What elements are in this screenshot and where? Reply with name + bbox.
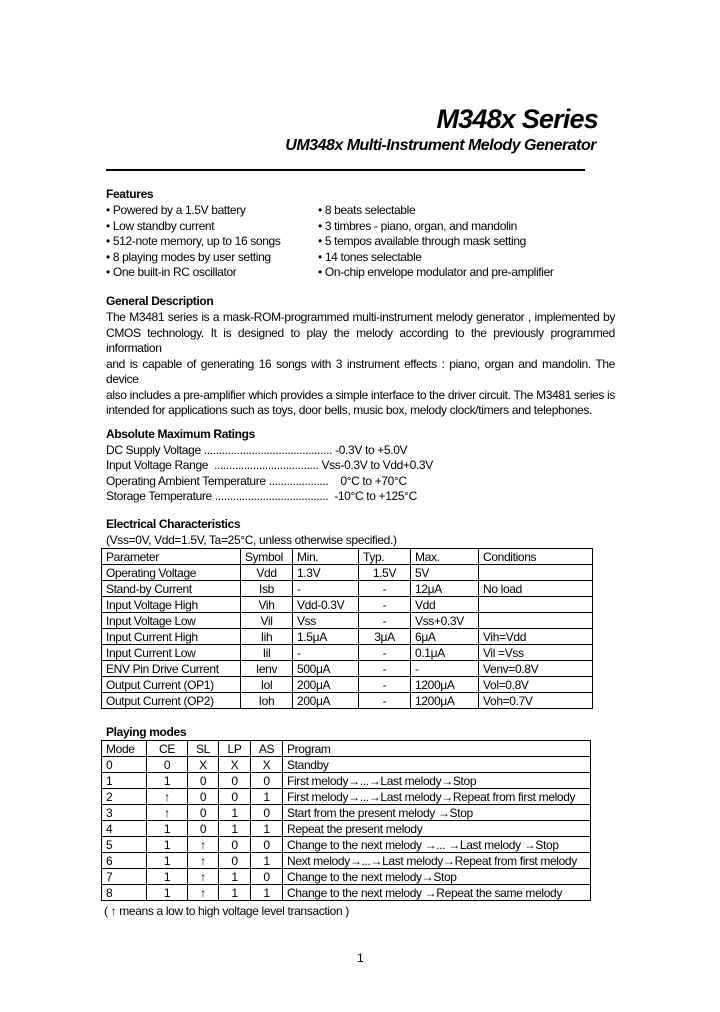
- rating-item: DC Supply Voltage ........................................... -0.3V to +5.0V: [106, 443, 408, 457]
- table-cell: Stand-by Current: [102, 581, 241, 597]
- table-cell: 0: [188, 805, 219, 821]
- table-cell: [479, 613, 593, 629]
- table-cell: [479, 565, 593, 581]
- table-cell: Ioh: [241, 693, 293, 709]
- table-row: [102, 565, 593, 581]
- rating-item: Input Voltage Range ................................... Vss-0.3V to Vdd+0.3V: [106, 458, 433, 473]
- table-cell: ↑: [147, 805, 188, 821]
- electrical-column-header: Symbol: [241, 549, 293, 565]
- electrical-column-header: Min.: [293, 549, 359, 565]
- table-cell: Change to the next melody →... →Last melody →Stop: [283, 837, 591, 853]
- description-line: CMOS technology. It is designed to play the melody according to the previously programmed: [106, 325, 615, 340]
- table-cell: 1: [102, 773, 147, 789]
- table-cell: 0: [102, 757, 147, 773]
- modes-heading: Playing modes: [106, 725, 187, 739]
- table-row: [102, 757, 591, 773]
- table-cell: Input Current Low: [102, 645, 241, 661]
- electrical-column-header: Conditions: [479, 549, 593, 565]
- table-cell: -: [359, 581, 411, 597]
- electrical-header-row: [102, 549, 593, 565]
- table-cell: No load: [479, 581, 593, 597]
- table-row: [102, 821, 591, 837]
- modes-column-header: SL: [188, 741, 219, 757]
- table-cell: Vdd: [241, 565, 293, 581]
- table-cell: Change to the next melody→Stop: [283, 869, 591, 885]
- table-cell: Vss: [293, 613, 359, 629]
- table-cell: 1: [219, 869, 251, 885]
- feature-item: • 5 tempos available through mask setting: [318, 234, 526, 248]
- table-cell: Iil: [241, 645, 293, 661]
- table-cell: 1: [147, 837, 188, 853]
- table-cell: 0: [188, 789, 219, 805]
- table-cell: -: [359, 613, 411, 629]
- feature-item: • 512-note memory, up to 16 songs: [106, 234, 281, 248]
- modes-column-header: Program: [283, 741, 591, 757]
- table-cell: 1: [147, 853, 188, 869]
- table-cell: -: [293, 645, 359, 661]
- table-cell: 1: [147, 821, 188, 837]
- electrical-column-header: Typ.: [359, 549, 411, 565]
- table-cell: 1200μA: [411, 677, 479, 693]
- table-row: [102, 629, 593, 645]
- table-cell: 0: [251, 869, 283, 885]
- table-cell: Vol=0.8V: [479, 677, 593, 693]
- table-cell: Vss+0.3V: [411, 613, 479, 629]
- table-cell: -: [359, 645, 411, 661]
- table-cell: ↑: [188, 837, 219, 853]
- table-cell: 200μA: [293, 677, 359, 693]
- table-cell: [479, 597, 593, 613]
- table-cell: 5V: [411, 565, 479, 581]
- table-cell: Next melody→...→Last melody→Repeat from first melody: [283, 853, 591, 869]
- table-row: [102, 645, 593, 661]
- table-cell: 0: [219, 837, 251, 853]
- table-cell: 1.5μA: [293, 629, 359, 645]
- feature-item: • 3 timbres - piano, organ, and mandolin: [318, 218, 517, 233]
- table-cell: Standby: [283, 757, 591, 773]
- description-line: and is capable of generating 16 songs with 3 instrument effects : piano, organ and mandolin. The: [106, 356, 615, 371]
- table-cell: Input Voltage Low: [102, 613, 241, 629]
- table-row: [102, 837, 591, 853]
- feature-item: • On-chip envelope modulator and pre-amplifier: [318, 265, 554, 279]
- table-cell: 1: [219, 885, 251, 901]
- electrical-conditions: (Vss=0V, Vdd=1.5V, Ta=25°C, unless otherwise specified.): [106, 533, 397, 547]
- table-cell: 0: [188, 773, 219, 789]
- table-cell: Input Voltage High: [102, 597, 241, 613]
- table-cell: Vil: [241, 613, 293, 629]
- table-cell: Venv=0.8V: [479, 661, 593, 677]
- table-cell: Change to the next melody →Repeat the same melody: [283, 885, 591, 901]
- feature-item: • Low standby current: [106, 218, 215, 233]
- divider: [106, 169, 585, 171]
- description-line: device: [106, 372, 139, 386]
- description-line: The M3481 series is a mask-ROM-programmed multi-instrument melody generator , implemented by: [106, 310, 615, 324]
- table-cell: 6: [102, 853, 147, 869]
- electrical-column-header: Max.: [411, 549, 479, 565]
- modes-column-header: AS: [251, 741, 283, 757]
- table-cell: 4: [102, 821, 147, 837]
- table-row: [102, 581, 593, 597]
- table-cell: X: [188, 757, 219, 773]
- table-cell: 1: [251, 821, 283, 837]
- table-cell: 1: [147, 773, 188, 789]
- modes-column-header: CE: [147, 741, 188, 757]
- product-subtitle: UM348x Multi-Instrument Melody Generator: [285, 137, 596, 154]
- table-cell: 12μA: [411, 581, 479, 597]
- table-cell: 0: [251, 805, 283, 821]
- table-cell: X: [251, 757, 283, 773]
- modes-footnote: ( ↑ means a low to high voltage level transaction ): [104, 904, 349, 918]
- table-cell: X: [219, 757, 251, 773]
- table-cell: Iol: [241, 677, 293, 693]
- table-row: [102, 885, 591, 901]
- table-cell: -: [359, 597, 411, 613]
- table-row: [102, 677, 593, 693]
- table-cell: 1: [219, 821, 251, 837]
- table-cell: Iih: [241, 629, 293, 645]
- description-text: [106, 310, 615, 419]
- table-cell: -: [293, 581, 359, 597]
- table-cell: ↑: [188, 885, 219, 901]
- table-cell: Operating Voltage: [102, 565, 241, 581]
- table-cell: ↑: [188, 853, 219, 869]
- table-cell: Start from the present melody →Stop: [283, 805, 591, 821]
- table-cell: 0: [219, 789, 251, 805]
- table-cell: First melody→...→Last melody→Repeat from first melody: [283, 789, 591, 805]
- table-cell: 0: [147, 757, 188, 773]
- feature-item: • One built-in RC oscillator: [106, 265, 237, 279]
- table-cell: 1.3V: [293, 565, 359, 581]
- table-cell: 500μA: [293, 661, 359, 677]
- table-cell: 1: [251, 853, 283, 869]
- table-cell: 200μA: [293, 693, 359, 709]
- table-row: [102, 869, 591, 885]
- modes-column-header: Mode: [102, 741, 147, 757]
- table-row: [102, 853, 591, 869]
- table-cell: Vdd: [411, 597, 479, 613]
- table-cell: 0: [251, 837, 283, 853]
- table-cell: -: [359, 677, 411, 693]
- table-row: [102, 693, 593, 709]
- table-cell: 0: [219, 773, 251, 789]
- table-cell: Vdd-0.3V: [293, 597, 359, 613]
- feature-item: • 8 beats selectable: [318, 203, 416, 217]
- modes-table: [101, 740, 591, 901]
- table-cell: -: [411, 661, 479, 677]
- rating-item: Storage Temperature ...................................... -10°C to +125°C: [106, 488, 417, 503]
- table-cell: 1.5V: [359, 565, 411, 581]
- table-cell: 1200μA: [411, 693, 479, 709]
- table-row: [102, 805, 591, 821]
- feature-item: • 14 tones selectable: [318, 249, 422, 264]
- table-cell: 1: [219, 805, 251, 821]
- electrical-table: [101, 548, 593, 709]
- table-row: [102, 661, 593, 677]
- ratings-heading: Absolute Maximum Ratings: [106, 427, 255, 441]
- table-row: [102, 773, 591, 789]
- table-cell: ↑: [188, 869, 219, 885]
- feature-item: • 8 playing modes by user setting: [106, 249, 271, 264]
- features-heading: Features: [106, 187, 154, 201]
- table-cell: 0: [188, 821, 219, 837]
- table-cell: 8: [102, 885, 147, 901]
- description-line: intended for applications such as toys, door bells, music box, melody clock/timers and telephones.: [106, 403, 592, 417]
- description-heading: General Description: [106, 294, 214, 308]
- table-row: [102, 789, 591, 805]
- series-title: M348x Series: [436, 104, 598, 134]
- modes-header-row: [102, 741, 591, 757]
- table-cell: 0.1μA: [411, 645, 479, 661]
- description-line: also includes a pre-amplifier which provides a simple interface to the driver circuit. The M3481 series is: [106, 387, 615, 402]
- table-cell: 1: [147, 869, 188, 885]
- table-cell: 1: [251, 789, 283, 805]
- table-cell: -: [359, 661, 411, 677]
- table-row: [102, 613, 593, 629]
- feature-item: • Powered by a 1.5V battery: [106, 203, 246, 217]
- electrical-column-header: Parameter: [102, 549, 241, 565]
- table-cell: Ienv: [241, 661, 293, 677]
- table-cell: Vil =Vss: [479, 645, 593, 661]
- table-cell: Voh=0.7V: [479, 693, 593, 709]
- table-cell: 1: [251, 885, 283, 901]
- table-cell: 6μA: [411, 629, 479, 645]
- table-cell: 2: [102, 789, 147, 805]
- table-cell: -: [359, 693, 411, 709]
- table-cell: ENV Pin Drive Current: [102, 661, 241, 677]
- page-number: 1: [357, 951, 364, 965]
- table-row: [102, 597, 593, 613]
- table-cell: 0: [251, 773, 283, 789]
- table-cell: 0: [219, 853, 251, 869]
- table-cell: Output Current (OP2): [102, 693, 241, 709]
- table-cell: 3: [102, 805, 147, 821]
- electrical-heading: Electrical Characteristics: [106, 517, 241, 531]
- table-cell: 5: [102, 837, 147, 853]
- rating-item: Operating Ambient Temperature .................... 0°C to +70°C: [106, 473, 407, 488]
- table-cell: ↑: [147, 789, 188, 805]
- table-cell: Vih=Vdd: [479, 629, 593, 645]
- table-cell: Input Current High: [102, 629, 241, 645]
- table-cell: First melody→...→Last melody→Stop: [283, 773, 591, 789]
- table-cell: Repeat the present melody: [283, 821, 591, 837]
- table-cell: Vih: [241, 597, 293, 613]
- description-line: information: [106, 341, 162, 355]
- table-cell: 7: [102, 869, 147, 885]
- modes-column-header: LP: [219, 741, 251, 757]
- table-cell: 1: [147, 885, 188, 901]
- table-cell: 3μA: [359, 629, 411, 645]
- table-cell: Isb: [241, 581, 293, 597]
- table-cell: Output Current (OP1): [102, 677, 241, 693]
